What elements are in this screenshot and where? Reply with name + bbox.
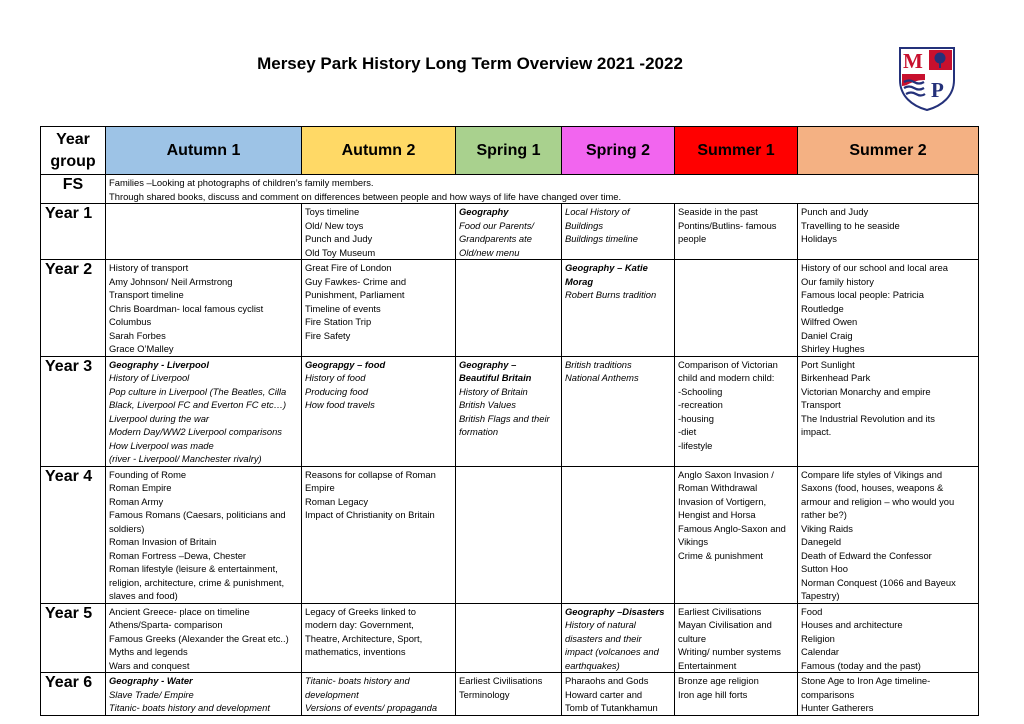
topic-line: Geography –	[459, 358, 517, 370]
topic-line: Calendar	[801, 646, 840, 657]
topic-line: Stone Age to Iron Age timeline-	[801, 675, 931, 686]
topic-line: rather be?)	[801, 509, 847, 520]
topic-line: Liverpool during the war	[109, 412, 210, 424]
year-row	[41, 356, 979, 466]
topic-line: Wilfred Owen	[801, 316, 858, 327]
topic-cell	[675, 603, 798, 673]
page-title: Mersey Park History Long Term Overview 2021 -2022	[257, 54, 683, 73]
topic-line: How Liverpool was made	[109, 439, 214, 451]
topic-cell	[562, 356, 675, 466]
topic-line: Reasons for collapse of Roman	[305, 468, 436, 480]
topic-line: How food travels	[305, 399, 375, 410]
topic-line: Pontins/Butlins- famous	[678, 219, 777, 231]
term-header: Spring 1	[456, 127, 562, 175]
topic-line: Famous Anglo-Saxon and	[678, 522, 786, 534]
term-header: Spring 2	[562, 127, 675, 175]
topic-line: -recreation	[678, 399, 723, 410]
topic-line: Sutton Hoo	[801, 563, 848, 574]
topic-line: Punch and Judy	[305, 233, 373, 244]
topic-line: Houses and architecture	[801, 619, 903, 630]
topic-cell	[106, 603, 302, 673]
topic-cell	[798, 673, 979, 716]
topic-line: Morag	[565, 275, 594, 287]
topic-line: Roman Legacy	[305, 495, 369, 507]
topic-line: History of food	[305, 372, 366, 383]
topic-line: Mayan Civilisation and	[678, 619, 772, 630]
topic-line: impact (volcanoes and	[565, 646, 659, 657]
topic-line: Vikings	[678, 536, 709, 547]
topic-line: Buildings	[565, 219, 604, 231]
school-crest-logo	[898, 46, 956, 112]
topic-line: Wars and conquest	[109, 659, 190, 671]
topic-line: Geography –Disasters	[565, 605, 665, 617]
topic-line: Black, Liverpool FC and Everton FC etc…)	[109, 399, 287, 410]
topic-line: mathematics, inventions	[305, 646, 406, 657]
topic-cell	[562, 204, 675, 260]
fs-line: Families –Looking at photographs of children’s family members.	[109, 177, 374, 188]
topic-line: Geography	[459, 206, 509, 217]
topic-line: Legacy of Greeks linked to	[305, 605, 416, 617]
year-row	[41, 466, 979, 603]
topic-cell	[106, 204, 302, 260]
year-row	[41, 204, 979, 260]
topic-line: Timeline of events	[305, 302, 381, 314]
topic-line: Beautiful Britain	[459, 372, 532, 383]
topic-line: Robert Burns tradition	[565, 289, 657, 300]
topic-line: formation	[459, 426, 499, 437]
topic-line: impact.	[801, 426, 832, 437]
topic-line: Iron age hill forts	[678, 688, 748, 700]
topic-line: Anglo Saxon Invasion /	[678, 468, 774, 480]
topic-line: Routledge	[801, 302, 844, 314]
term-header: Summer 1	[675, 127, 798, 175]
topic-line: -Schooling	[678, 385, 723, 397]
logo-letter-p: P	[931, 78, 944, 102]
topic-line: British Flags and their	[459, 412, 550, 424]
topic-cell	[302, 673, 456, 716]
topic-line: Danegeld	[801, 536, 842, 547]
topic-line: Old/ New toys	[305, 219, 364, 231]
topic-line: Athens/Sparta- comparison	[109, 619, 223, 630]
topic-line: Roman Empire	[109, 482, 172, 493]
topic-line: Roman Army	[109, 495, 164, 507]
topic-line: British Values	[459, 399, 516, 410]
topic-line: The Industrial Revolution and its	[801, 412, 935, 424]
topic-line: Travelling to he seaside	[801, 219, 900, 231]
topic-line: slaves and food)	[109, 590, 178, 601]
topic-line: -diet	[678, 426, 697, 437]
term-header: Autumn 1	[106, 127, 302, 175]
topic-line: Myths and legends	[109, 646, 188, 657]
topic-line: Impact of Christianity on Britain	[305, 509, 435, 520]
topic-line: Death of Edward the Confessor	[801, 549, 932, 561]
topic-cell	[456, 603, 562, 673]
topic-line: History of transport	[109, 262, 189, 273]
topic-line: Daniel Craig	[801, 329, 853, 341]
topic-cell	[106, 466, 302, 603]
topic-line: Versions of events/ propaganda	[305, 702, 438, 713]
topic-cell	[798, 603, 979, 673]
topic-line: Famous Romans (Caesars, politicians and	[109, 509, 286, 520]
topic-line: modern day: Government,	[305, 619, 414, 630]
year-label: Year 6	[41, 673, 106, 716]
topic-line: culture	[678, 632, 707, 644]
year-row	[41, 260, 979, 357]
topic-cell	[302, 466, 456, 603]
topic-line: Fire Station Trip	[305, 316, 372, 327]
topic-line: Buildings timeline	[565, 233, 638, 244]
topic-line: Fire Safety	[305, 329, 351, 341]
topic-line: (river - Liverpool/ Manchester rivalry)	[109, 453, 262, 464]
topic-line: Roman Fortress –Dewa, Chester	[109, 549, 247, 561]
topic-line: Invasion of Vortigern,	[678, 495, 767, 507]
topic-line: Seaside in the past	[678, 206, 758, 217]
topic-line: Famous (today and the past)	[801, 659, 921, 671]
topic-line: Slave Trade/ Empire	[109, 688, 194, 700]
topic-line: Port Sunlight	[801, 358, 855, 370]
topic-cell	[562, 260, 675, 357]
topic-cell	[798, 356, 979, 466]
topic-cell	[675, 466, 798, 603]
topic-line: Geograpgy – food	[305, 358, 386, 370]
topic-line: History of our school and local area	[801, 262, 948, 273]
topic-line: Victorian Monarchy and empire	[801, 385, 931, 397]
topic-line: Punch and Judy	[801, 206, 869, 217]
topic-line: Founding of Rome	[109, 468, 187, 480]
topic-line: Old Toy Museum	[305, 246, 376, 258]
fs-cell	[106, 175, 979, 204]
topic-line: Hunter Gatherers	[801, 702, 874, 713]
topic-line: armour and religion – who would you	[801, 495, 955, 507]
topic-cell	[675, 356, 798, 466]
logo-letter-m: M	[903, 49, 923, 73]
topic-line: Geography – Katie	[565, 262, 648, 273]
topic-line: British traditions	[565, 358, 632, 370]
topic-line: Howard carter and	[565, 688, 643, 700]
topic-cell	[562, 673, 675, 716]
topic-line: Our family history	[801, 275, 874, 287]
topic-cell	[562, 466, 675, 603]
topic-line: History of natural	[565, 619, 636, 630]
topic-line: Earliest Civilisations	[459, 675, 543, 686]
topic-line: -housing	[678, 412, 714, 424]
topic-line: -lifestyle	[678, 439, 713, 451]
year-label: Year 3	[41, 356, 106, 466]
topic-line: people	[678, 233, 707, 244]
topic-line: Chris Boardman- local famous cyclist	[109, 302, 264, 314]
year-row	[41, 673, 979, 716]
topic-line: Pop culture in Liverpool (The Beatles, Cilla	[109, 385, 287, 397]
topic-line: Old/new menu	[459, 246, 520, 258]
topic-line: Saxons (food, houses, weapons &	[801, 482, 944, 493]
topic-line: Transport	[801, 399, 841, 410]
year-group-header: Year group	[41, 127, 106, 175]
topic-cell	[675, 204, 798, 260]
topic-cell	[562, 603, 675, 673]
topic-line: Titanic- boats history and development	[109, 702, 270, 713]
overview-table	[40, 126, 979, 716]
header-row	[41, 127, 979, 175]
topic-line: Norman Conquest (1066 and Bayeux	[801, 576, 956, 588]
topic-line: Hengist and Horsa	[678, 509, 756, 520]
topic-line: Geography - Liverpool	[109, 358, 210, 370]
topic-line: Columbus	[109, 316, 152, 327]
topic-cell	[106, 673, 302, 716]
topic-line: Producing food	[305, 385, 369, 397]
topic-line: Writing/ number systems	[678, 646, 781, 657]
year-row	[41, 603, 979, 673]
topic-cell	[106, 356, 302, 466]
topic-line: Terminology	[459, 688, 510, 700]
year-label: Year 5	[41, 603, 106, 673]
term-header: Autumn 2	[302, 127, 456, 175]
year-label: Year 2	[41, 260, 106, 357]
year-label: FS	[41, 175, 106, 204]
topic-cell	[456, 204, 562, 260]
topic-line: Birkenhead Park	[801, 372, 871, 383]
topic-line: Famous Greeks (Alexander the Great etc..)	[109, 632, 289, 644]
topic-cell	[302, 204, 456, 260]
topic-cell	[456, 356, 562, 466]
topic-cell	[675, 673, 798, 716]
topic-line: earthquakes)	[565, 659, 620, 671]
topic-line: child and modern child:	[678, 372, 775, 383]
topic-line: History of Liverpool	[109, 372, 190, 383]
topic-cell	[302, 260, 456, 357]
topic-line: Geography - Water	[109, 675, 193, 686]
topic-line: National Anthems	[565, 372, 639, 383]
topic-line: Food	[801, 605, 823, 617]
topic-line: development	[305, 688, 359, 700]
topic-line: Bronze age religion	[678, 675, 759, 686]
fs-row	[41, 175, 979, 204]
topic-line: Earliest Civilisations	[678, 605, 762, 617]
topic-line: religion, architecture, crime & punishment,	[109, 576, 285, 588]
topic-line: Grandparents ate	[459, 233, 532, 244]
topic-line: Famous local people: Patricia	[801, 289, 924, 300]
topic-line: Viking Raids	[801, 522, 853, 534]
topic-line: Compare life styles of Vikings and	[801, 468, 943, 480]
topic-cell	[302, 356, 456, 466]
topic-line: Tapestry)	[801, 590, 840, 601]
topic-cell	[798, 204, 979, 260]
topic-line: Local History of	[565, 206, 630, 217]
topic-cell	[798, 466, 979, 603]
topic-line: Shirley Hughes	[801, 343, 865, 354]
topic-line: Empire	[305, 482, 335, 493]
topic-line: Entertainment	[678, 659, 737, 671]
topic-line: Holidays	[801, 233, 837, 244]
year-label: Year 4	[41, 466, 106, 603]
topic-line: Tomb of Tutankhamun	[565, 702, 658, 713]
topic-line: disasters and their	[565, 632, 642, 644]
topic-cell	[798, 260, 979, 357]
topic-cell	[456, 673, 562, 716]
topic-cell	[302, 603, 456, 673]
topic-line: comparisons	[801, 688, 855, 700]
topic-line: Great Fire of London	[305, 262, 392, 273]
topic-line: Titanic- boats history and	[305, 675, 410, 686]
topic-line: Transport timeline	[109, 289, 184, 300]
topic-line: Religion	[801, 632, 835, 644]
topic-line: History of Britain	[459, 385, 528, 397]
topic-line: Food our Parents/	[459, 219, 535, 231]
topic-cell	[456, 260, 562, 357]
topic-line: Roman Withdrawal	[678, 482, 758, 493]
year-label: Year 1	[41, 204, 106, 260]
topic-line: soldiers)	[109, 522, 145, 534]
topic-line: Amy Johnson/ Neil Armstrong	[109, 275, 233, 287]
topic-line: Roman Invasion of Britain	[109, 536, 217, 547]
topic-line: Grace O’Malley	[109, 343, 174, 354]
term-header: Summer 2	[798, 127, 979, 175]
topic-line: Modern Day/WW2 Liverpool comparisons	[109, 426, 282, 437]
topic-line: Crime & punishment	[678, 549, 763, 561]
fs-line: Through shared books, discuss and comment on differences between people and how ways of life have changed over time.	[109, 190, 622, 202]
topic-line: Roman lifestyle (leisure & entertainment,	[109, 563, 278, 574]
topic-line: Punishment, Parliament	[305, 289, 405, 300]
topic-cell	[456, 466, 562, 603]
topic-line: Theatre, Architecture, Sport,	[305, 632, 423, 644]
topic-cell	[675, 260, 798, 357]
topic-line: Sarah Forbes	[109, 329, 166, 341]
topic-line: Comparison of Victorian	[678, 358, 778, 370]
topic-line: Toys timeline	[305, 206, 360, 217]
topic-line: Guy Fawkes- Crime and	[305, 275, 407, 287]
topic-cell	[106, 260, 302, 357]
topic-line: Pharaohs and Gods	[565, 675, 649, 686]
topic-line: Ancient Greece- place on timeline	[109, 605, 250, 617]
